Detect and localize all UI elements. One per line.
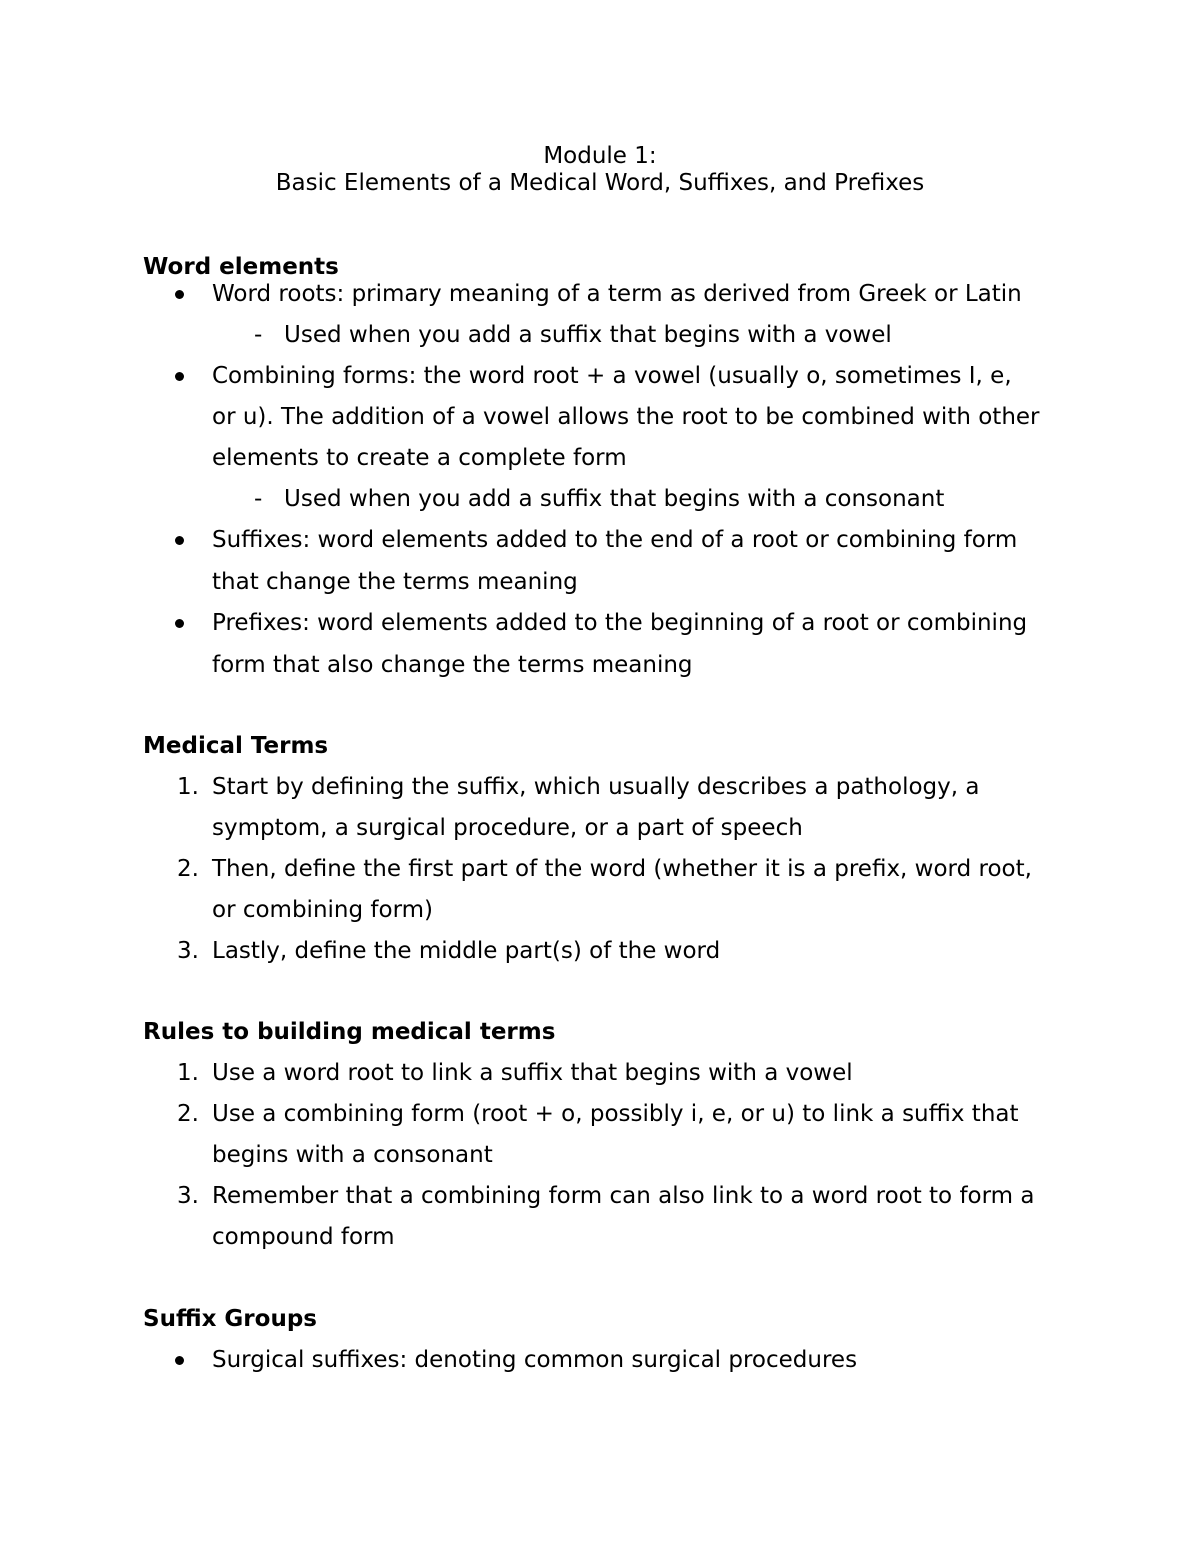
- list-item-line: symptom, a surgical procedure, or a part of speech: [212, 815, 803, 841]
- list-item-line: compound form: [212, 1224, 395, 1250]
- sub-list-item: Used when you add a suffix that begins with a consonant: [284, 486, 945, 512]
- section-heading-suffix-groups: Suffix Groups: [143, 1306, 317, 1332]
- list-item-line: Use a word root to link a suffix that begins with a vowel: [212, 1060, 853, 1086]
- list-number: 3.: [177, 938, 199, 964]
- list-number: 1.: [177, 774, 199, 800]
- dash-marker: -: [254, 486, 263, 512]
- list-item-line: Start by defining the suffix, which usually describes a pathology, a: [212, 774, 980, 800]
- bullet-icon: [175, 1356, 184, 1365]
- list-item-line: Word roots: primary meaning of a term as derived from Greek or Latin: [212, 281, 1022, 307]
- section-heading-word-elements: Word elements: [143, 254, 339, 280]
- list-item-line: Remember that a combining form can also link to a word root to form a: [212, 1183, 1035, 1209]
- list-item-line: that change the terms meaning: [212, 569, 578, 595]
- dash-marker: -: [254, 322, 263, 348]
- list-item-line: form that also change the terms meaning: [212, 652, 693, 678]
- list-number: 2.: [177, 856, 199, 882]
- list-item-line: Then, define the first part of the word (whether it is a prefix, word root,: [212, 856, 1032, 882]
- list-item-line: elements to create a complete form: [212, 445, 627, 471]
- section-heading-medical-terms: Medical Terms: [143, 733, 329, 759]
- bullet-icon: [175, 372, 184, 381]
- list-item-line: or combining form): [212, 897, 434, 923]
- bullet-icon: [175, 536, 184, 545]
- list-item-line: Use a combining form (root + o, possibly i, e, or u) to link a suffix that: [212, 1101, 1019, 1127]
- list-item-line: Lastly, define the middle part(s) of the word: [212, 938, 721, 964]
- list-number: 2.: [177, 1101, 199, 1127]
- list-number: 3.: [177, 1183, 199, 1209]
- list-item-line: Suffixes: word elements added to the end of a root or combining form: [212, 527, 1018, 553]
- bullet-icon: [175, 619, 184, 628]
- list-item-line: or u). The addition of a vowel allows the root to be combined with other: [212, 404, 1040, 430]
- list-item-line: Surgical suffixes: denoting common surgical procedures: [212, 1347, 858, 1373]
- list-item-line: Prefixes: word elements added to the beginning of a root or combining: [212, 610, 1028, 636]
- list-number: 1.: [177, 1060, 199, 1086]
- sub-list-item: Used when you add a suffix that begins with a vowel: [284, 322, 892, 348]
- list-item-line: Combining forms: the word root + a vowel (usually o, sometimes I, e,: [212, 363, 1012, 389]
- module-title: Module 1:: [543, 143, 657, 169]
- list-item-line: begins with a consonant: [212, 1142, 493, 1168]
- module-subtitle: Basic Elements of a Medical Word, Suffixes, and Prefixes: [275, 170, 925, 196]
- section-heading-rules: Rules to building medical terms: [143, 1019, 556, 1045]
- bullet-icon: [175, 290, 184, 299]
